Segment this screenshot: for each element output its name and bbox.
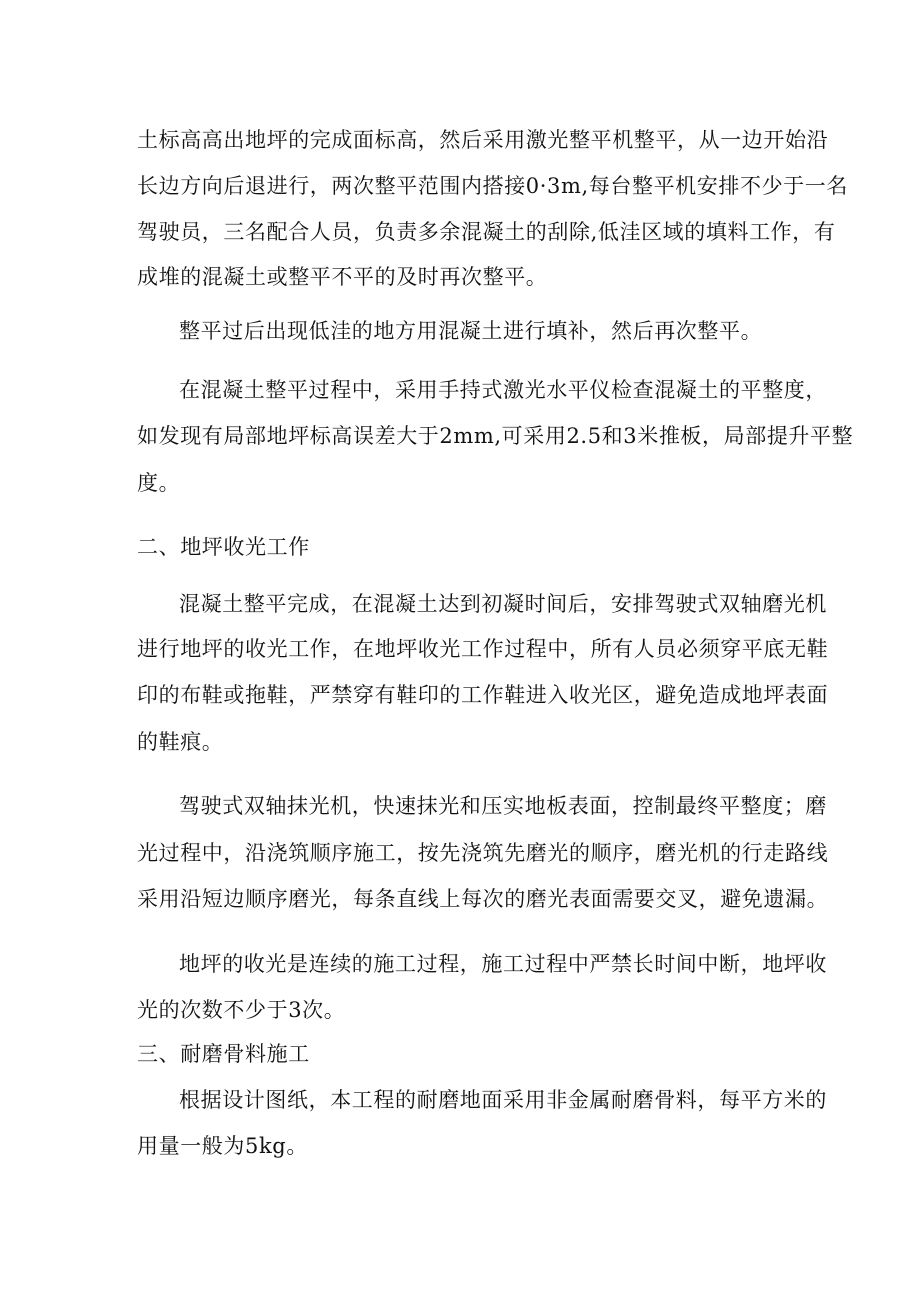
- paragraph-3-line-2: 如发现有局部地坪标高误差大于2mm,可采用2.5和3米推板，局部提升平整: [137, 424, 854, 448]
- paragraph-1-line-2: 长边方向后退进行，两次整平范围内搭接0·3m,每台整平机安排不少于一名: [137, 174, 848, 198]
- paragraph-5-line-1: 驾驶式双轴抹光机，快速抹光和压实地板表面，控制最终平整度；磨: [179, 794, 827, 818]
- paragraph-1-line-4: 成堆的混凝土或整平不平的及时再次整平。: [137, 265, 548, 289]
- paragraph-5-line-3: 采用沿短边顺序磨光，每条直线上每次的磨光表面需要交叉，避免遗漏。: [137, 887, 829, 911]
- paragraph-7-line-1: 根据设计图纸，本工程的耐磨地面采用非金属耐磨骨料，每平方米的: [179, 1088, 827, 1112]
- section-heading-3: 三、耐磨骨料施工: [137, 1042, 310, 1066]
- paragraph-1-line-3: 驾驶员，三名配合人员，负责多余混凝土的刮除,低洼区域的填料工作，有: [137, 220, 836, 244]
- paragraph-7-line-2: 用量一般为5kg。: [137, 1134, 308, 1158]
- paragraph-4-line-4: 的鞋痕。: [137, 730, 224, 754]
- paragraph-1-line-1: 土标高高出地坪的完成面标高，然后采用激光整平机整平，从一边开始沿: [137, 128, 829, 152]
- paragraph-3-line-3: 度。: [137, 471, 181, 495]
- paragraph-6-line-1: 地坪的收光是连续的施工过程，施工过程中严禁长时间中断，地坪收: [179, 952, 827, 976]
- paragraph-2-line-1: 整平过后出现低洼的地方用混凝土进行填补，然后再次整平。: [179, 319, 763, 343]
- paragraph-4-line-3: 印的布鞋或拖鞋，严禁穿有鞋印的工作鞋进入收光区，避免造成地坪表面: [137, 683, 829, 707]
- paragraph-4-line-1: 混凝土整平完成，在混凝土达到初凝时间后，安排驾驶式双轴磨光机: [179, 592, 827, 616]
- paragraph-3-line-1: 在混凝土整平过程中，采用手持式激光水平仪检查混凝土的平整度，: [179, 378, 827, 402]
- paragraph-4-line-2: 进行地坪的收光工作，在地坪收光工作过程中，所有人员必须穿平底无鞋: [137, 637, 829, 661]
- section-heading-2: 二、地坪收光工作: [137, 535, 310, 559]
- paragraph-5-line-2: 光过程中，沿浇筑顺序施工，按先浇筑先磨光的顺序，磨光机的行走路线: [137, 841, 829, 865]
- paragraph-6-line-2: 光的次数不少于3次。: [137, 998, 346, 1022]
